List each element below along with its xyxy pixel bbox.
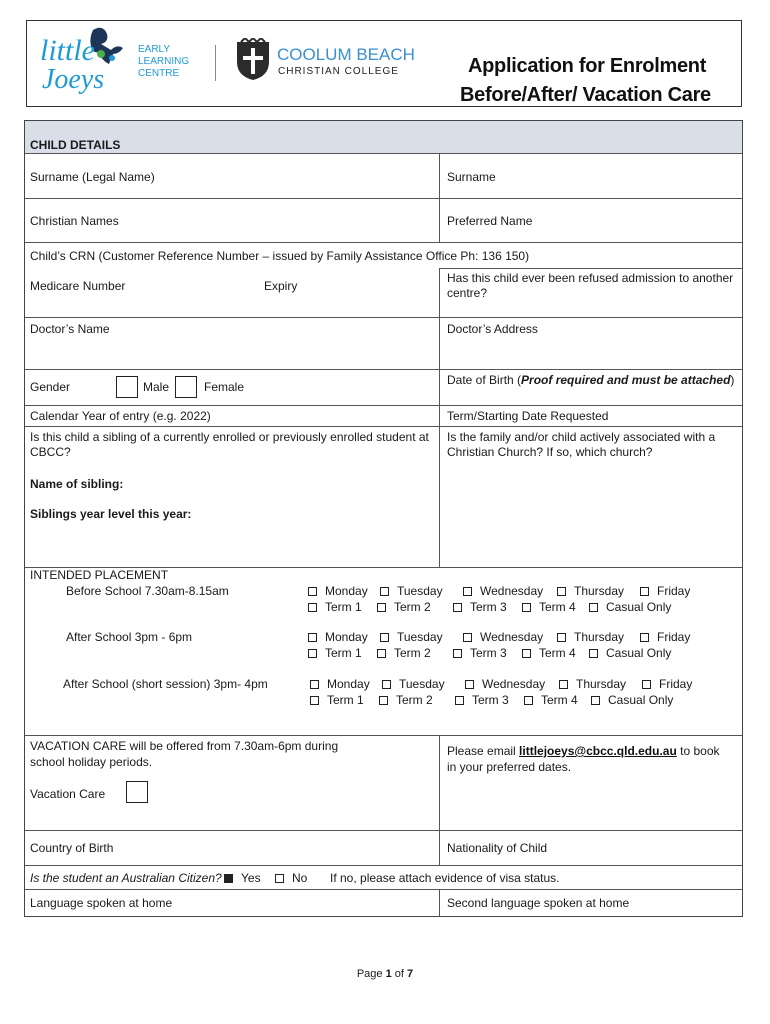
day-label-friday: Friday (657, 584, 691, 598)
col-divider (439, 735, 440, 865)
dob-proof-note: Proof required and must be attached (521, 373, 731, 387)
term-label-term-1: Term 1 (325, 600, 362, 614)
checkbox-term-4[interactable] (522, 649, 531, 658)
checkbox-tuesday[interactable] (380, 587, 389, 596)
term-start-label: Term/Starting Date Requested (447, 409, 609, 423)
checkbox-monday[interactable] (308, 587, 317, 596)
section-title: CHILD DETAILS (30, 138, 121, 152)
country-birth-label: Country of Birth (30, 841, 114, 855)
surname-label: Surname (447, 170, 496, 184)
day-label-tuesday: Tuesday (399, 677, 445, 691)
dob-label (447, 373, 734, 388)
term-label-term-4: Term 4 (539, 646, 576, 660)
checkbox-term-1[interactable] (308, 649, 317, 658)
term-label-term-4: Term 4 (541, 693, 578, 707)
day-label-friday: Friday (657, 630, 691, 644)
vacation-care-label: Vacation Care (30, 787, 106, 801)
coolum-beach-logo (233, 38, 443, 82)
row-divider (25, 369, 742, 370)
citizen-question: Is the student an Australian Citizen? (30, 871, 222, 885)
page-of: of (391, 968, 408, 980)
citizen-no-label: No (292, 871, 308, 885)
refused-label-line1: Has this child ever been refused admission to another (447, 271, 734, 285)
term-label-casual-only: Casual Only (606, 646, 672, 660)
male-label: Male (143, 380, 170, 394)
row-divider (25, 317, 742, 318)
day-label-monday: Monday (325, 630, 368, 644)
shield-icon (237, 38, 269, 80)
checkbox-wednesday[interactable] (463, 587, 472, 596)
term-label-casual-only: Casual Only (608, 693, 674, 707)
logo-sub1: EARLY (138, 44, 171, 55)
logo-college-text: CHRISTIAN COLLEGE (278, 66, 399, 77)
form-title-line2: Before/After/ Vacation Care (460, 84, 711, 106)
language-label: Language spoken at home (30, 896, 173, 910)
day-label-tuesday: Tuesday (397, 584, 443, 598)
day-label-thursday: Thursday (576, 677, 627, 691)
checkbox-tuesday[interactable] (380, 633, 389, 642)
row-divider (25, 405, 742, 406)
sibling-question-line2: CBCC? (30, 445, 71, 459)
vacation-line2: school holiday periods. (30, 755, 153, 769)
term-label-term-3: Term 3 (470, 600, 507, 614)
day-label-thursday: Thursday (574, 584, 625, 598)
vacation-line1: VACATION CARE will be offered from 7.30am-6pm during (30, 739, 339, 753)
placement-row-before-school: Before School 7.30am-8.15am (66, 584, 229, 598)
row-divider (25, 830, 742, 831)
checkbox-wednesday[interactable] (465, 680, 474, 689)
day-label-thursday: Thursday (574, 630, 625, 644)
row-divider (25, 889, 742, 890)
citizen-no-checkbox[interactable] (275, 874, 284, 883)
visa-note: If no, please attach evidence of visa status. (330, 871, 560, 885)
vacation-email-line2: in your preferred dates. (447, 760, 572, 774)
row-divider (25, 153, 742, 154)
logo-sub3: CENTRE (138, 68, 180, 79)
checkbox-thursday[interactable] (557, 587, 566, 596)
checkbox-thursday[interactable] (557, 633, 566, 642)
day-label-wednesday: Wednesday (480, 630, 544, 644)
col-divider (439, 153, 440, 242)
refused-label-line2: centre? (447, 286, 488, 300)
logo-joeys-text: Joeys (42, 64, 105, 94)
little-joeys-logo (38, 24, 208, 94)
page-prefix: Page (356, 968, 386, 980)
page-number: 1 (385, 968, 392, 980)
form-title-line1: Application for Enrolment (468, 55, 707, 77)
citizen-yes-label: Yes (241, 871, 261, 885)
term-label-term-2: Term 2 (394, 600, 431, 614)
page-total: 7 (407, 968, 414, 980)
checkbox-monday[interactable] (308, 633, 317, 642)
checkbox-friday[interactable] (640, 587, 649, 596)
doctor-address-label: Doctor’s Address (447, 322, 538, 336)
crn-label: Child’s CRN (Customer Reference Number – issued by Family Assistance Office Ph: 136 150) (30, 249, 530, 263)
email-link[interactable]: littlejoeys@cbcc.qld.edu.au (519, 744, 677, 758)
checkbox-term-2[interactable] (377, 603, 386, 612)
checkbox-term-1[interactable] (308, 603, 317, 612)
placement-row-after-school-short: After School (short session) 3pm- 4pm (63, 677, 268, 691)
female-label: Female (204, 380, 245, 394)
checkbox-wednesday[interactable] (463, 633, 472, 642)
church-question-line1: Is the family and/or child actively associated with a (447, 430, 716, 444)
checkbox-thursday[interactable] (559, 680, 568, 689)
day-label-monday: Monday (327, 677, 370, 691)
medicare-label: Medicare Number (30, 279, 126, 293)
gender-label: Gender (30, 380, 71, 394)
col-divider (439, 268, 440, 567)
sibling-name-label: Name of sibling: (30, 477, 124, 491)
row-divider (25, 735, 742, 736)
term-label-term-1: Term 1 (327, 693, 364, 707)
term-label-term-2: Term 2 (396, 693, 433, 707)
surname-legal-label: Surname (Legal Name) (30, 170, 155, 184)
doctor-name-label: Doctor’s Name (30, 322, 110, 336)
sibling-year-label: Siblings year level this year: (30, 507, 192, 521)
logo-little-text: little (40, 34, 95, 67)
preferred-name-label: Preferred Name (447, 214, 533, 228)
expiry-label: Expiry (264, 279, 298, 293)
day-label-tuesday: Tuesday (397, 630, 443, 644)
female-checkbox[interactable] (175, 376, 197, 398)
vacation-email-line (447, 744, 720, 759)
checkbox-friday[interactable] (640, 633, 649, 642)
dob-prefix: Date of Birth ( (447, 373, 522, 387)
second-language-label: Second language spoken at home (447, 896, 630, 910)
term-label-term-1: Term 1 (325, 646, 362, 660)
day-label-monday: Monday (325, 584, 368, 598)
checkbox-term-4[interactable] (524, 696, 533, 705)
checkbox-casual-only[interactable] (589, 649, 598, 658)
logo-divider (215, 45, 216, 81)
day-label-wednesday: Wednesday (480, 584, 544, 598)
row-divider (25, 426, 742, 427)
church-question-line2: Christian Church? If so, which church? (447, 445, 653, 459)
checkbox-monday[interactable] (310, 680, 319, 689)
logo-coolum-text: COOLUM BEACH (277, 45, 415, 64)
term-label-term-3: Term 3 (472, 693, 509, 707)
section-header-bar (25, 121, 742, 153)
col-divider (439, 889, 440, 916)
checkbox-casual-only[interactable] (591, 696, 600, 705)
checkbox-term-3[interactable] (453, 649, 462, 658)
row-divider (439, 268, 742, 269)
christian-names-label: Christian Names (30, 214, 119, 228)
day-label-wednesday: Wednesday (482, 677, 546, 691)
citizen-yes-checkbox[interactable] (224, 874, 233, 883)
checkbox-term-3[interactable] (453, 603, 462, 612)
checkbox-term-3[interactable] (455, 696, 464, 705)
nationality-label: Nationality of Child (447, 841, 548, 855)
term-label-term-3: Term 3 (470, 646, 507, 660)
checkbox-casual-only[interactable] (589, 603, 598, 612)
calendar-year-label: Calendar Year of entry (e.g. 2022) (30, 409, 211, 423)
email-prefix: Please email (447, 744, 520, 758)
checkbox-friday[interactable] (642, 680, 651, 689)
dob-suffix: ) (730, 373, 735, 387)
checkbox-term-2[interactable] (377, 649, 386, 658)
row-divider (25, 865, 742, 866)
term-label-term-2: Term 2 (394, 646, 431, 660)
sibling-question-line1: Is this child a sibling of a currently enrolled or previously enrolled student at (30, 430, 429, 444)
placement-row-after-school: After School 3pm - 6pm (66, 630, 193, 644)
term-label-term-4: Term 4 (539, 600, 576, 614)
male-checkbox[interactable] (116, 376, 138, 398)
row-divider (25, 242, 742, 243)
email-suffix: to book (676, 744, 720, 758)
page-footer (0, 968, 770, 980)
placement-title: INTENDED PLACEMENT (30, 568, 169, 582)
row-divider (25, 198, 742, 199)
checkbox-term-4[interactable] (522, 603, 531, 612)
checkbox-term-2[interactable] (379, 696, 388, 705)
checkbox-term-1[interactable] (310, 696, 319, 705)
day-label-friday: Friday (659, 677, 693, 691)
term-label-casual-only: Casual Only (606, 600, 672, 614)
vacation-care-checkbox[interactable] (126, 781, 148, 803)
checkbox-tuesday[interactable] (382, 680, 391, 689)
logo-sub2: LEARNING (138, 56, 190, 67)
kangaroo-icon (90, 28, 123, 64)
